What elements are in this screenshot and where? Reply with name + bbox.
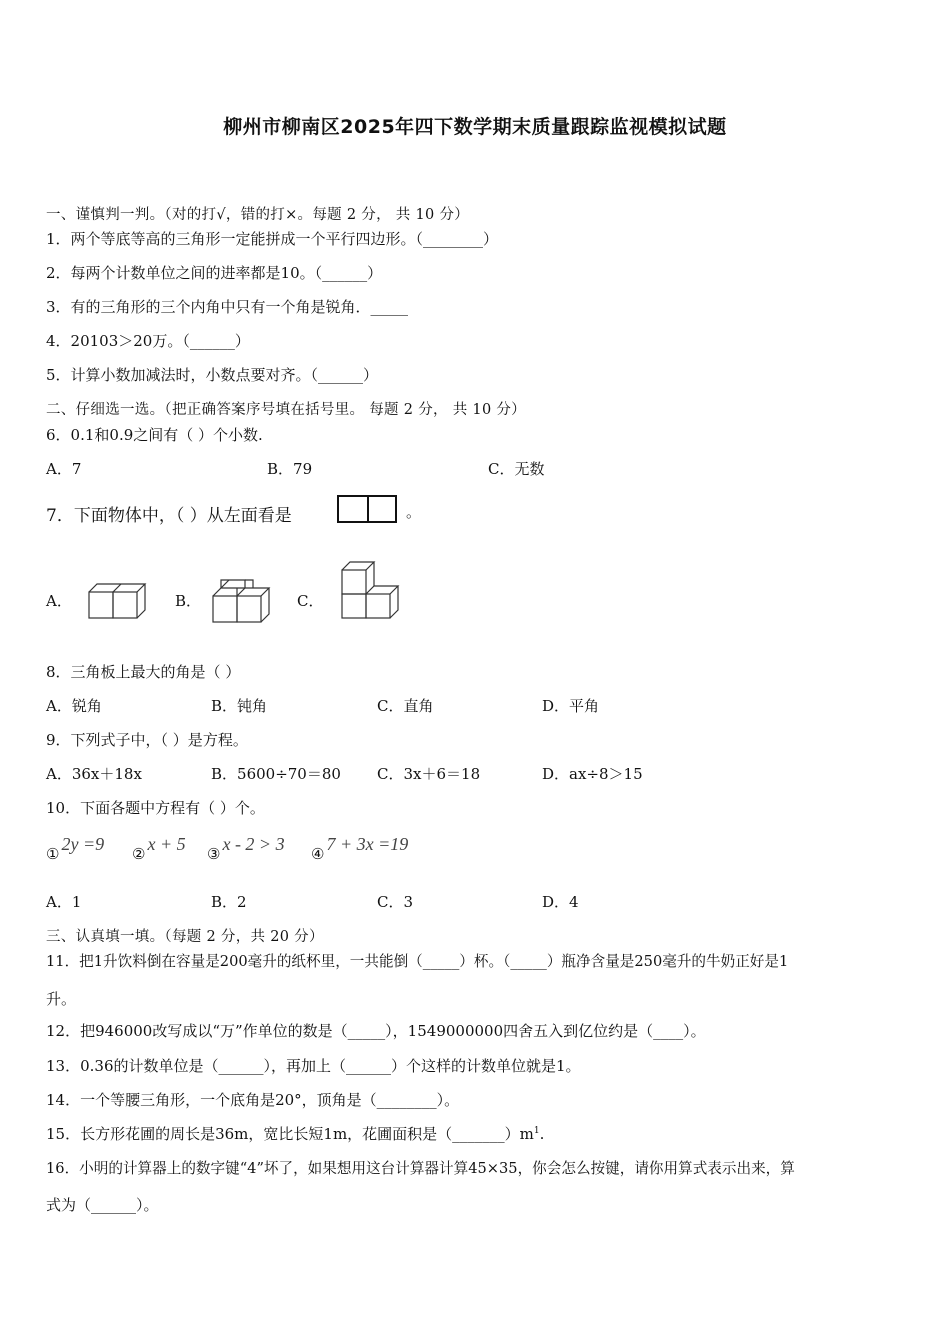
q6-option-b: B．79 (267, 460, 313, 478)
stacked-cubes-c-icon (336, 558, 402, 624)
q9-option-c: C．3x＋6＝18 (377, 765, 481, 783)
q10-item-2-expr: x + 5 (147, 834, 186, 854)
question-11: 11．把1升饮料倒在容量是200毫升的纸杯里，一共能倒（_____）杯。（_____）瓶净含量是250毫升的牛奶正好是1 (46, 953, 789, 970)
q10-item-4 (311, 834, 409, 864)
left-view-two-squares-icon (337, 495, 397, 523)
q10-item-2-num: ② (132, 845, 146, 863)
section2-heading: 二、仔细选一选。（把正确答案序号填在括号里。 每题 2 分， 共 10 分） (46, 402, 526, 418)
q10-option-d: D．4 (542, 893, 579, 911)
q15-text: 15．长方形花圃的周长是36m，宽比长短1m，花圃面积是（_______）m (46, 1125, 534, 1143)
q10-option-a: A．1 (46, 893, 82, 911)
q10-item-1-expr: 2y =9 (61, 834, 105, 854)
question-3: 3．有的三角形的三个内角中只有一个角是锐角．_____ (46, 298, 409, 316)
q9-option-d: D．ax÷8＞15 (542, 765, 643, 783)
section1-heading: 一、谨慎判一判。（对的打√，错的打×。每题 2 分， 共 10 分） (46, 207, 470, 223)
question-9: 9．下列式子中，（ ）是方程。 (46, 731, 248, 749)
q10-item-1 (46, 834, 105, 864)
q15-superscript: 1 (533, 1126, 540, 1136)
q9-option-b: B．5600÷70＝80 (211, 765, 341, 783)
section3-heading: 三、认真填一填。（每题 2 分，共 20 分） (46, 929, 324, 945)
q7-stem-end: 。 (406, 503, 422, 521)
question-16: 16．小明的计算器上的数字键“4”坏了，如果想用这台计算器计算45×35，你会怎么按键，请你用算式表示出来，算 (46, 1160, 795, 1177)
q6-option-a: A．7 (46, 460, 82, 478)
question-2: 2．每两个计数单位之间的进率都是10。（______） (46, 264, 383, 282)
question-11-cont: 升。 (46, 990, 77, 1008)
page-title: 柳州市柳南区2025年四下数学期末质量跟踪监视模拟试题 (223, 116, 727, 138)
question-10: 10．下面各题中方程有（ ）个。 (46, 799, 265, 817)
q8-option-c: C．直角 (377, 697, 434, 715)
q10-item-1-num: ① (46, 845, 60, 863)
q10-item-3-expr: x - 2 > 3 (222, 834, 285, 854)
q10-item-3-num: ③ (207, 845, 221, 863)
question-7 (46, 501, 292, 526)
q9-option-a: A．36x＋18x (46, 765, 142, 783)
q7-stem: 7．下面物体中，（ ）从左面看是 (46, 506, 292, 526)
q6-option-c: C．无数 (488, 460, 545, 478)
q8-option-b: B．钝角 (211, 697, 268, 715)
q7-option-c: C． (297, 592, 324, 610)
question-6: 6．0.1和0.9之间有（ ）个小数. (46, 426, 263, 444)
q10-item-4-num: ④ (311, 845, 325, 863)
q10-item-3 (207, 834, 285, 864)
question-4: 4．20103＞20万。（______） (46, 332, 250, 350)
q8-option-d: D．平角 (542, 697, 600, 715)
question-12: 12．把946000改写成以“万”作单位的数是（_____），1549000000四舍五入到亿位约是（____）。 (46, 1022, 706, 1040)
q10-item-4-expr: 7 + 3x =19 (326, 834, 409, 854)
question-1: 1．两个等底等高的三角形一定能拼成一个平行四边形。（________） (46, 230, 499, 248)
question-16-cont: 式为（______）。 (46, 1196, 159, 1214)
two-cubes-row-icon (84, 578, 150, 624)
question-13: 13．0.36的计数单位是（______），再加上（______）个这样的计数单位就是1。 (46, 1057, 581, 1075)
question-8: 8．三角板上最大的角是（ ） (46, 663, 241, 681)
q15-end: . (539, 1125, 545, 1143)
stacked-cubes-b-icon (208, 576, 274, 626)
q7-option-b: B． (175, 592, 202, 610)
q7-option-a: A． (46, 592, 72, 610)
q8-option-a: A．锐角 (46, 697, 102, 715)
q10-option-b: B．2 (211, 893, 247, 911)
question-15 (46, 1123, 544, 1144)
q10-option-c: C．3 (377, 893, 414, 911)
q10-item-2 (132, 834, 186, 864)
question-5: 5．计算小数加减法时，小数点要对齐。（______） (46, 366, 379, 384)
question-14: 14．一个等腰三角形，一个底角是20°，顶角是（________）。 (46, 1091, 460, 1109)
